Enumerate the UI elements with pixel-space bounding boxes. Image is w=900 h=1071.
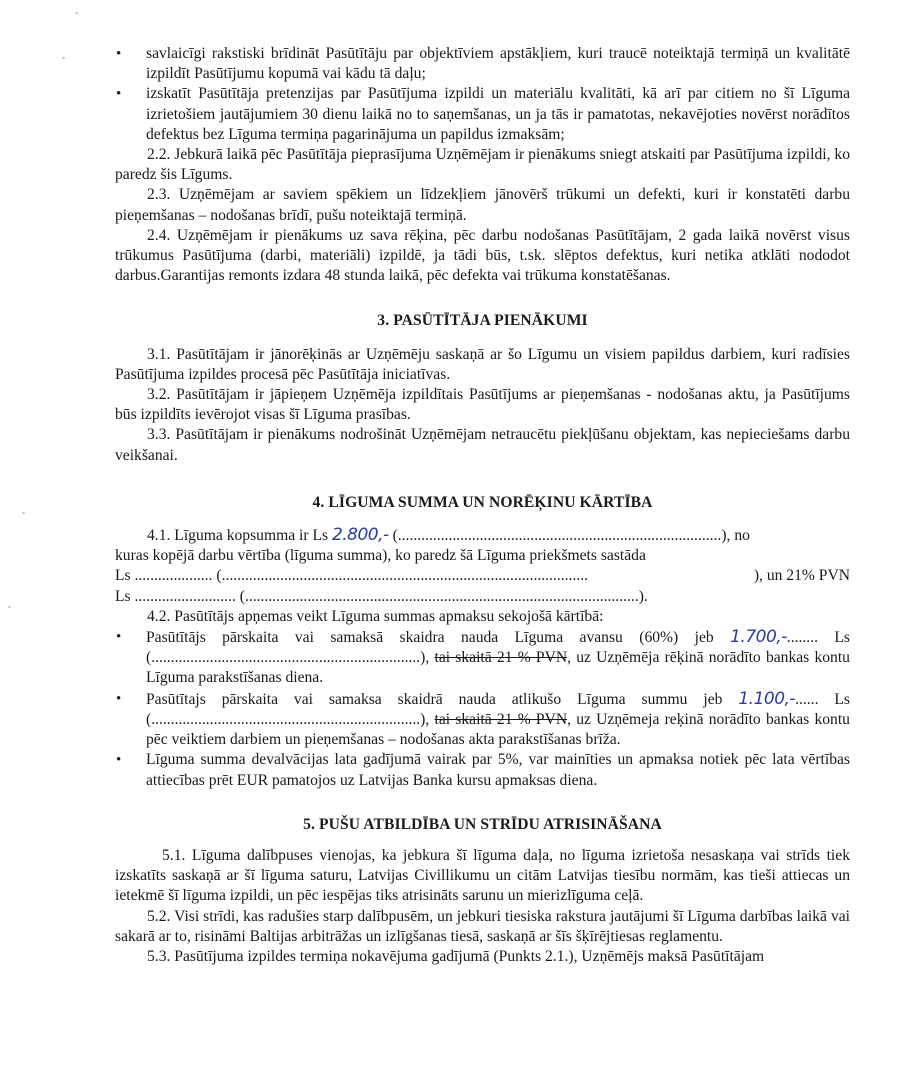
clause-2-2: 2.2. Jebkurā laikā pēc Pasūtītāja pieprasījuma Uzņēmējam ir pienākums sniegt atskaiti par Pasūtījuma izpildi, ko paredz šis Līgums. xyxy=(115,146,850,184)
struck-vat-text: tai skaitā 21 % PVN xyxy=(434,649,568,667)
clause-4-1-continued: kuras kopējā darbu vērtība (līguma summa), ko paredz šā Līguma priekšmets sastāda xyxy=(115,547,646,565)
section-4-heading: 4. LĪGUMA SUMMA UN NORĒĶINU KĀRTĪBA xyxy=(312,493,653,511)
handwritten-remainder-amount: 1.100,- xyxy=(738,688,796,709)
struck-vat-text: tai skaitā 21 % PVN xyxy=(434,710,568,728)
clause-4-1 xyxy=(115,525,850,546)
ls-dots: .............................................................................................. xyxy=(221,567,589,585)
payment-text: ........ Ls (.....................................................................), xyxy=(146,629,850,667)
clause-5-2: 5.2. Visi strīdi, kas radušies starp dalībpusēm, un jebkuri tiesiska rakstura jautājumi šī Līguma darbības laikā vai sakarā ar to, risināmi Baltijas arbitrāžas un izlīgšanas tiesā, saskaņā ar šīs šķīrējtiesas reglamentu. xyxy=(115,907,850,945)
clause-5-3: 5.3. Pasūtījuma izpildes termiņa nokavējuma gadījumā (Punkts 2.1.), Uzņēmējs maksā Pasūtītājam xyxy=(147,947,765,965)
section-5-heading: 5. PUŠU ATBILDĪBA UN STRĪDU ATRISINĀŠANA xyxy=(303,815,662,833)
obligation-bullet: • izskatīt Pasūtītāja pretenzijas par Pasūtījuma izpildi un materiālu kvalitāti, kā arī par citiem no šī Līguma izrietošiem jautājumiem 30 dienu laikā no to saņemšanas, un ja tās ir pamatotas, nekavējoties novērst norādītos defektus bez Līguma termiņa pagarinājuma un papildus izmaksām; xyxy=(115,84,850,145)
clause-4-1-text: 4.1. Līguma kopsumma ir Ls xyxy=(147,527,332,545)
clause-3-2: 3.2. Pasūtītājam ir jāpieņem Uzņēmēja izpildītais Pasūtījums ar pieņemšanas - nodošanas aktu, ja Pasūtījums būs izpildīts ievērojot visas šī Līguma prasības. xyxy=(115,386,850,424)
scan-speck xyxy=(75,12,78,14)
clause-3-1: 3.1. Pasūtītājam ir jānorēķinās ar Uzņēmēju saskaņā ar šo Līgumu un visiem papildus darbiem, kuri radīsies Pasūtījuma izpildes procesā pēc Pasūtītāja iniciatīvas. xyxy=(115,345,850,383)
payment-bullet-advance xyxy=(115,627,850,689)
clause-2-3: 2.3. Uzņēmējam ar saviem spēkiem un līdzekļiem jānovērš trūkumi un defekti, kuri ir konstatēti darbu pieņemšanas – nodošanas brīdī, pušu noteiktajā termiņā. xyxy=(115,186,850,224)
payment-text: , uz Uzņēmeja reķinā norādīto bankas kontu pēc veiktiem darbiem un pieņemšanas – nodošanas akta parakstīšanas brīža. xyxy=(146,710,850,749)
payment-text: Pasūtītājs pārskaita vai samaksā skaidra nauda Līguma avansu (60%) jeb xyxy=(146,629,731,647)
handwritten-advance-amount: 1.700,- xyxy=(730,627,787,648)
payment-text: Pasūtītajs pārskaita vai samaksa skaidrā nauda atlikušo Līguma summu jeb xyxy=(146,690,739,708)
clause-4-2: 4.2. Pasūtītājs apņemas veikt Līguma summas apmaksu sekojošā kārtībā: xyxy=(147,607,604,625)
ls-line-text xyxy=(115,566,588,586)
clause-5-1: 5.1. Līguma dalībpuses vienojas, ka jebkura šī līguma daļa, no līguma izrietoša nesaskaņa vai strīds tiek izskatīts saskaņā ar šī līguma saturu, Latvijas Civillikumu un citām Latvijas tiesību normām, kas tieši attiecas un ietekmē šī līguma izpildi, un pēc iespējas tiks atrisināts sarunu un mierizlīguma ceļā. xyxy=(115,846,850,905)
payment-text: , uz Uzņēmēja rēķinā norādīto bankas kontu Līguma parakstīšanas diena. xyxy=(146,649,850,687)
ls-line-2 xyxy=(115,587,850,607)
ls-label: Ls .......................... ( xyxy=(115,587,245,605)
vat-label: ), un 21% PVN xyxy=(753,567,850,585)
clause-2-4: 2.4. Uzņēmējam ir pienākums uz sava rēķina, pēc darbu nodošanas Pasūtītājam, 2 gada laikā novērst visus trūkumus Pasūtījuma (darbi, materiāli) izpildē, ja tādi būs, t.sk. slēptos defektus, kuri netika atklāti nododot darbus.Garantijas remonts izdara 48 stunda laikā, pēc defekta vai trūkuma konstatēšanas. xyxy=(115,226,850,285)
document-body xyxy=(115,44,850,967)
scan-speck xyxy=(22,512,25,514)
scan-speck xyxy=(8,606,11,608)
ls-label: Ls .................... ( xyxy=(115,567,222,585)
payment-bullet-devaluation: • Līguma summa devalvācijas lata gadījumā vairak par 5%, var mainīties un apmaksa notiek pēc lata vērtības attiecības prēt EUR pamatojos uz Latvijas Banka kursu apmaksas diena. xyxy=(115,750,850,790)
obligation-bullet: • savlaicīgi rakstiski brīdināt Pasūtītāju par objektīviem apstākļiem, kuri traucē noteiktajā termiņā un kvalitātē izpildīt Pasūtījumu kopumā vai kādu tā daļu; xyxy=(115,44,850,84)
ls-dots: .....................................................................................................). xyxy=(244,587,648,605)
handwritten-total-amount: 2.800,- xyxy=(331,525,389,546)
ls-line-1 xyxy=(115,566,850,586)
payment-bullet-remainder xyxy=(115,689,850,751)
clause-4-1-text: (...................................................................................), no xyxy=(388,527,750,545)
clause-3-3: 3.3. Pasūtītājam ir pienākums nodrošināt Uzņēmējam netraucētu piekļūšanu objektam, kas nepieciešams darbu veikšanai. xyxy=(115,426,850,464)
section-3-heading: 3. PASŪTĪTĀJA PIENĀKUMI xyxy=(377,312,588,330)
scan-speck xyxy=(62,57,65,59)
payment-text: ...... Ls (.....................................................................), xyxy=(146,690,850,728)
